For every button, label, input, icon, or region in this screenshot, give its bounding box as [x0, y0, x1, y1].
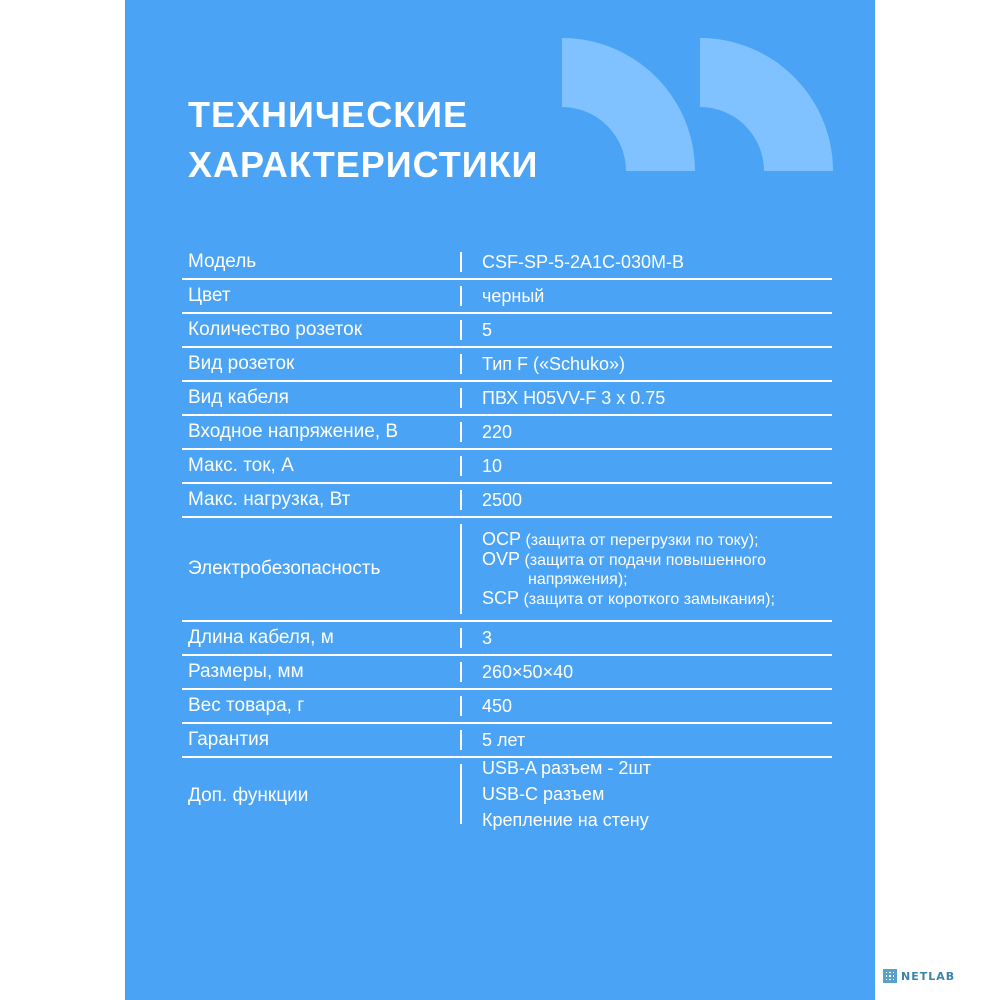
ocp-text: (защита от перегрузки по току); [521, 531, 759, 549]
spec-label: Вид розеток [188, 353, 295, 374]
spec-value: Тип F («Schuko») [482, 353, 626, 374]
spec-row-outlet-count [182, 314, 832, 348]
column-divider [460, 354, 462, 374]
scp-text: (защита от короткого замыкания); [519, 590, 775, 608]
title-line-1: ТЕХНИЧЕСКИЕ [188, 94, 469, 135]
spec-card [125, 0, 875, 1000]
column-divider [460, 524, 462, 614]
column-divider [460, 628, 462, 648]
spec-label: Электробезопасность [188, 558, 381, 579]
spec-label: Доп. функции [188, 785, 309, 806]
spec-row-max-current [182, 450, 832, 484]
column-divider [460, 456, 462, 476]
scp-line [482, 589, 775, 609]
spec-row-extra-functions [182, 758, 832, 830]
netlab-brand: NETLAB [901, 969, 956, 983]
spec-row-cable-length [182, 622, 832, 656]
spec-value [460, 530, 775, 609]
extra-line: Крепление на стену [482, 810, 649, 830]
extra-line: USB-C разъем [482, 784, 605, 804]
ovp-line [482, 550, 775, 570]
spec-label: Гарантия [188, 729, 270, 750]
netlab-logo-icon [883, 969, 897, 983]
column-divider [460, 730, 462, 750]
closing-quote-icon [562, 38, 837, 173]
spec-table [182, 246, 832, 830]
spec-row-weight [182, 690, 832, 724]
netlab-watermark [883, 963, 993, 989]
ovp-text: (защита от подачи повышенного [520, 551, 766, 569]
spec-value [460, 755, 651, 833]
spec-row-cable-type [182, 382, 832, 416]
spec-row-warranty [182, 724, 832, 758]
spec-value: 5 [482, 319, 493, 340]
column-divider [460, 490, 462, 510]
spec-label: Размеры, мм [188, 661, 304, 682]
scp-code: SCP [482, 587, 520, 608]
spec-row-max-load [182, 484, 832, 518]
spec-row-input-voltage [182, 416, 832, 450]
spec-row-electrical-safety [182, 518, 832, 622]
spec-row-color [182, 280, 832, 314]
column-divider [460, 696, 462, 716]
spec-value: 10 [482, 455, 503, 476]
spec-value: CSF-SP-5-2A1C-030M-B [482, 251, 685, 272]
spec-label: Количество розеток [188, 319, 363, 340]
spec-label: Входное напряжение, В [188, 421, 399, 442]
column-divider [460, 422, 462, 442]
spec-value: черный [482, 285, 545, 306]
spec-value: 450 [482, 695, 513, 716]
spec-value: 5 лет [482, 729, 526, 750]
column-divider [460, 662, 462, 682]
column-divider [460, 286, 462, 306]
spec-row-dimensions [182, 656, 832, 690]
spec-label: Вес товара, г [188, 695, 305, 716]
extra-line: USB-A разъем - 2шт [482, 758, 652, 778]
quote-mark-right [700, 38, 833, 171]
title-line-2: ХАРАКТЕРИСТИКИ [188, 144, 539, 185]
ovp-line-cont: напряжения); [528, 570, 628, 588]
spec-value: ПВХ H05VV-F 3 x 0.75 [482, 387, 666, 408]
quote-mark-left [562, 38, 695, 171]
spec-label: Модель [188, 251, 257, 272]
spec-value: 220 [482, 421, 513, 442]
ocp-line [482, 530, 775, 550]
spec-value: 3 [482, 627, 493, 648]
column-divider [460, 320, 462, 340]
column-divider [460, 388, 462, 408]
column-divider [460, 764, 462, 824]
page-title [188, 90, 538, 190]
spec-value: 260×50×40 [482, 661, 574, 682]
spec-label: Длина кабеля, м [188, 627, 334, 648]
ovp-code: OVP [482, 548, 521, 569]
spec-row-model [182, 246, 832, 280]
spec-row-outlet-type [182, 348, 832, 382]
ocp-code: OCP [482, 528, 522, 549]
spec-label: Цвет [188, 285, 231, 306]
spec-label: Макс. нагрузка, Вт [188, 489, 351, 510]
column-divider [460, 252, 462, 272]
spec-value: 2500 [482, 489, 523, 510]
spec-label: Вид кабеля [188, 387, 289, 408]
spec-label: Макс. ток, А [188, 455, 294, 476]
